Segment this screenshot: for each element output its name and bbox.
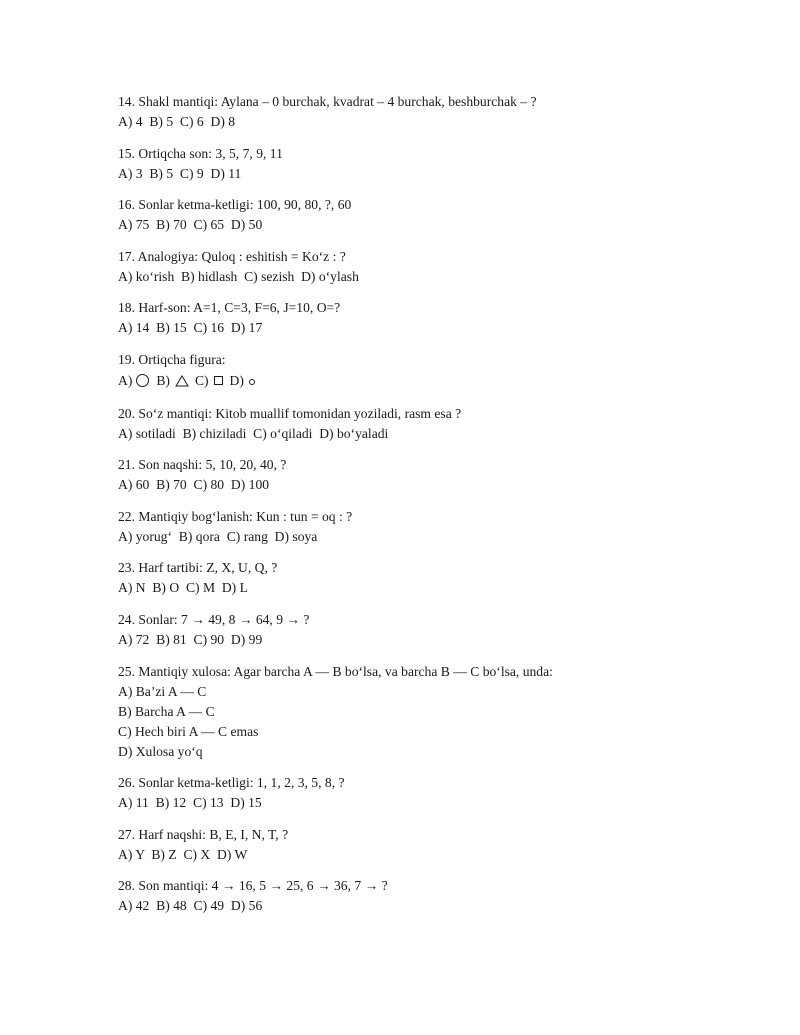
question-17 — [118, 247, 738, 287]
question-text: 22. Mantiqiy bog‘lanish: Kun : tun = oq : ? — [118, 508, 353, 524]
answer-options — [118, 370, 738, 392]
question-18 — [118, 298, 738, 338]
option-c-label: C) — [194, 372, 209, 388]
question-14 — [118, 92, 738, 132]
question-20 — [118, 404, 738, 444]
question-28 — [118, 876, 738, 916]
document-page — [118, 92, 738, 928]
answer-options: A) 3 B) 5 C) 9 D) 11 — [118, 165, 242, 181]
triangle-icon — [175, 375, 189, 387]
question-text: 16. Sonlar ketma-ketligi: 100, 90, 80, ?, 60 — [118, 197, 352, 213]
question-25 — [118, 662, 738, 762]
question-23 — [118, 558, 738, 598]
question-text: 17. Analogiya: Quloq : eshitish = Ko‘z : ? — [118, 248, 346, 264]
question-27 — [118, 825, 738, 865]
question-16 — [118, 195, 738, 235]
question-text: 28. Son mantiqi: 4 → 16, 5 → 25, 6 → 36, 7 → ? — [118, 878, 388, 894]
answer-options: A) 72 B) 81 C) 90 D) 99 — [118, 631, 263, 647]
answer-options: A) 4 B) 5 C) 6 D) 8 — [118, 114, 236, 129]
question-26 — [118, 773, 738, 813]
question-text: 27. Harf naqshi: B, E, I, N, T, ? — [118, 826, 289, 842]
small-circle-icon — [249, 379, 255, 385]
question-text: 15. Ortiqcha son: 3, 5, 7, 9, 11 — [118, 145, 283, 161]
circle-icon — [136, 374, 149, 387]
option-a-label: A) — [118, 372, 133, 388]
question-22 — [118, 507, 738, 547]
question-text: 25. Mantiqiy xulosa: Agar barcha A — B bo‘lsa, va barcha B — C bo‘lsa, unda: — [118, 663, 553, 679]
question-text: 21. Son naqshi: 5, 10, 20, 40, ? — [118, 457, 287, 473]
question-15 — [118, 144, 738, 184]
answer-options: A) 75 B) 70 C) 65 D) 50 — [118, 217, 263, 233]
question-text: 20. So‘z mantiqi: Kitob muallif tomonidan yoziladi, rasm esa ? — [118, 405, 462, 421]
question-19 — [118, 350, 738, 392]
answer-option-d: D) Xulosa yo‘q — [118, 743, 203, 759]
answer-options: A) 11 B) 12 C) 13 D) 15 — [118, 795, 262, 811]
question-text: 26. Sonlar ketma-ketligi: 1, 1, 2, 3, 5, 8, ? — [118, 775, 345, 791]
answer-option-b: B) Barcha A — C — [118, 703, 215, 719]
answer-options: A) N B) O C) M D) L — [118, 580, 248, 596]
question-text: 18. Harf-son: A=1, C=3, F=6, J=10, O=? — [118, 300, 341, 316]
answer-options: A) Y B) Z C) X D) W — [118, 846, 248, 862]
question-21 — [118, 455, 738, 495]
answer-options: A) 60 B) 70 C) 80 D) 100 — [118, 477, 270, 493]
question-text: 23. Harf tartibi: Z, X, U, Q, ? — [118, 560, 278, 576]
question-24 — [118, 610, 738, 650]
option-b-label: B) — [156, 372, 170, 388]
option-d-label: D) — [229, 372, 244, 388]
answer-options: A) ko‘rish B) hidlash C) sezish D) o‘ylash — [118, 268, 359, 284]
question-text: 19. Ortiqcha figura: — [118, 351, 226, 367]
question-text: 14. Shakl mantiqi: Aylana – 0 burchak, kvadrat – 4 burchak, beshburchak – ? — [118, 94, 537, 109]
answer-options: A) 14 B) 15 C) 16 D) 17 — [118, 320, 263, 336]
answer-options: A) 42 B) 48 C) 49 D) 56 — [118, 898, 263, 914]
question-text: 24. Sonlar: 7 → 49, 8 → 64, 9 → ? — [118, 611, 310, 627]
answer-options: A) yorug‘ B) qora C) rang D) soya — [118, 528, 318, 544]
answer-option-c: C) Hech biri A — C emas — [118, 723, 259, 739]
answer-option-a: A) Ba’zi A — C — [118, 683, 207, 699]
square-icon — [214, 376, 223, 385]
answer-options: A) sotiladi B) chiziladi C) o‘qiladi D) bo‘yaladi — [118, 425, 389, 441]
